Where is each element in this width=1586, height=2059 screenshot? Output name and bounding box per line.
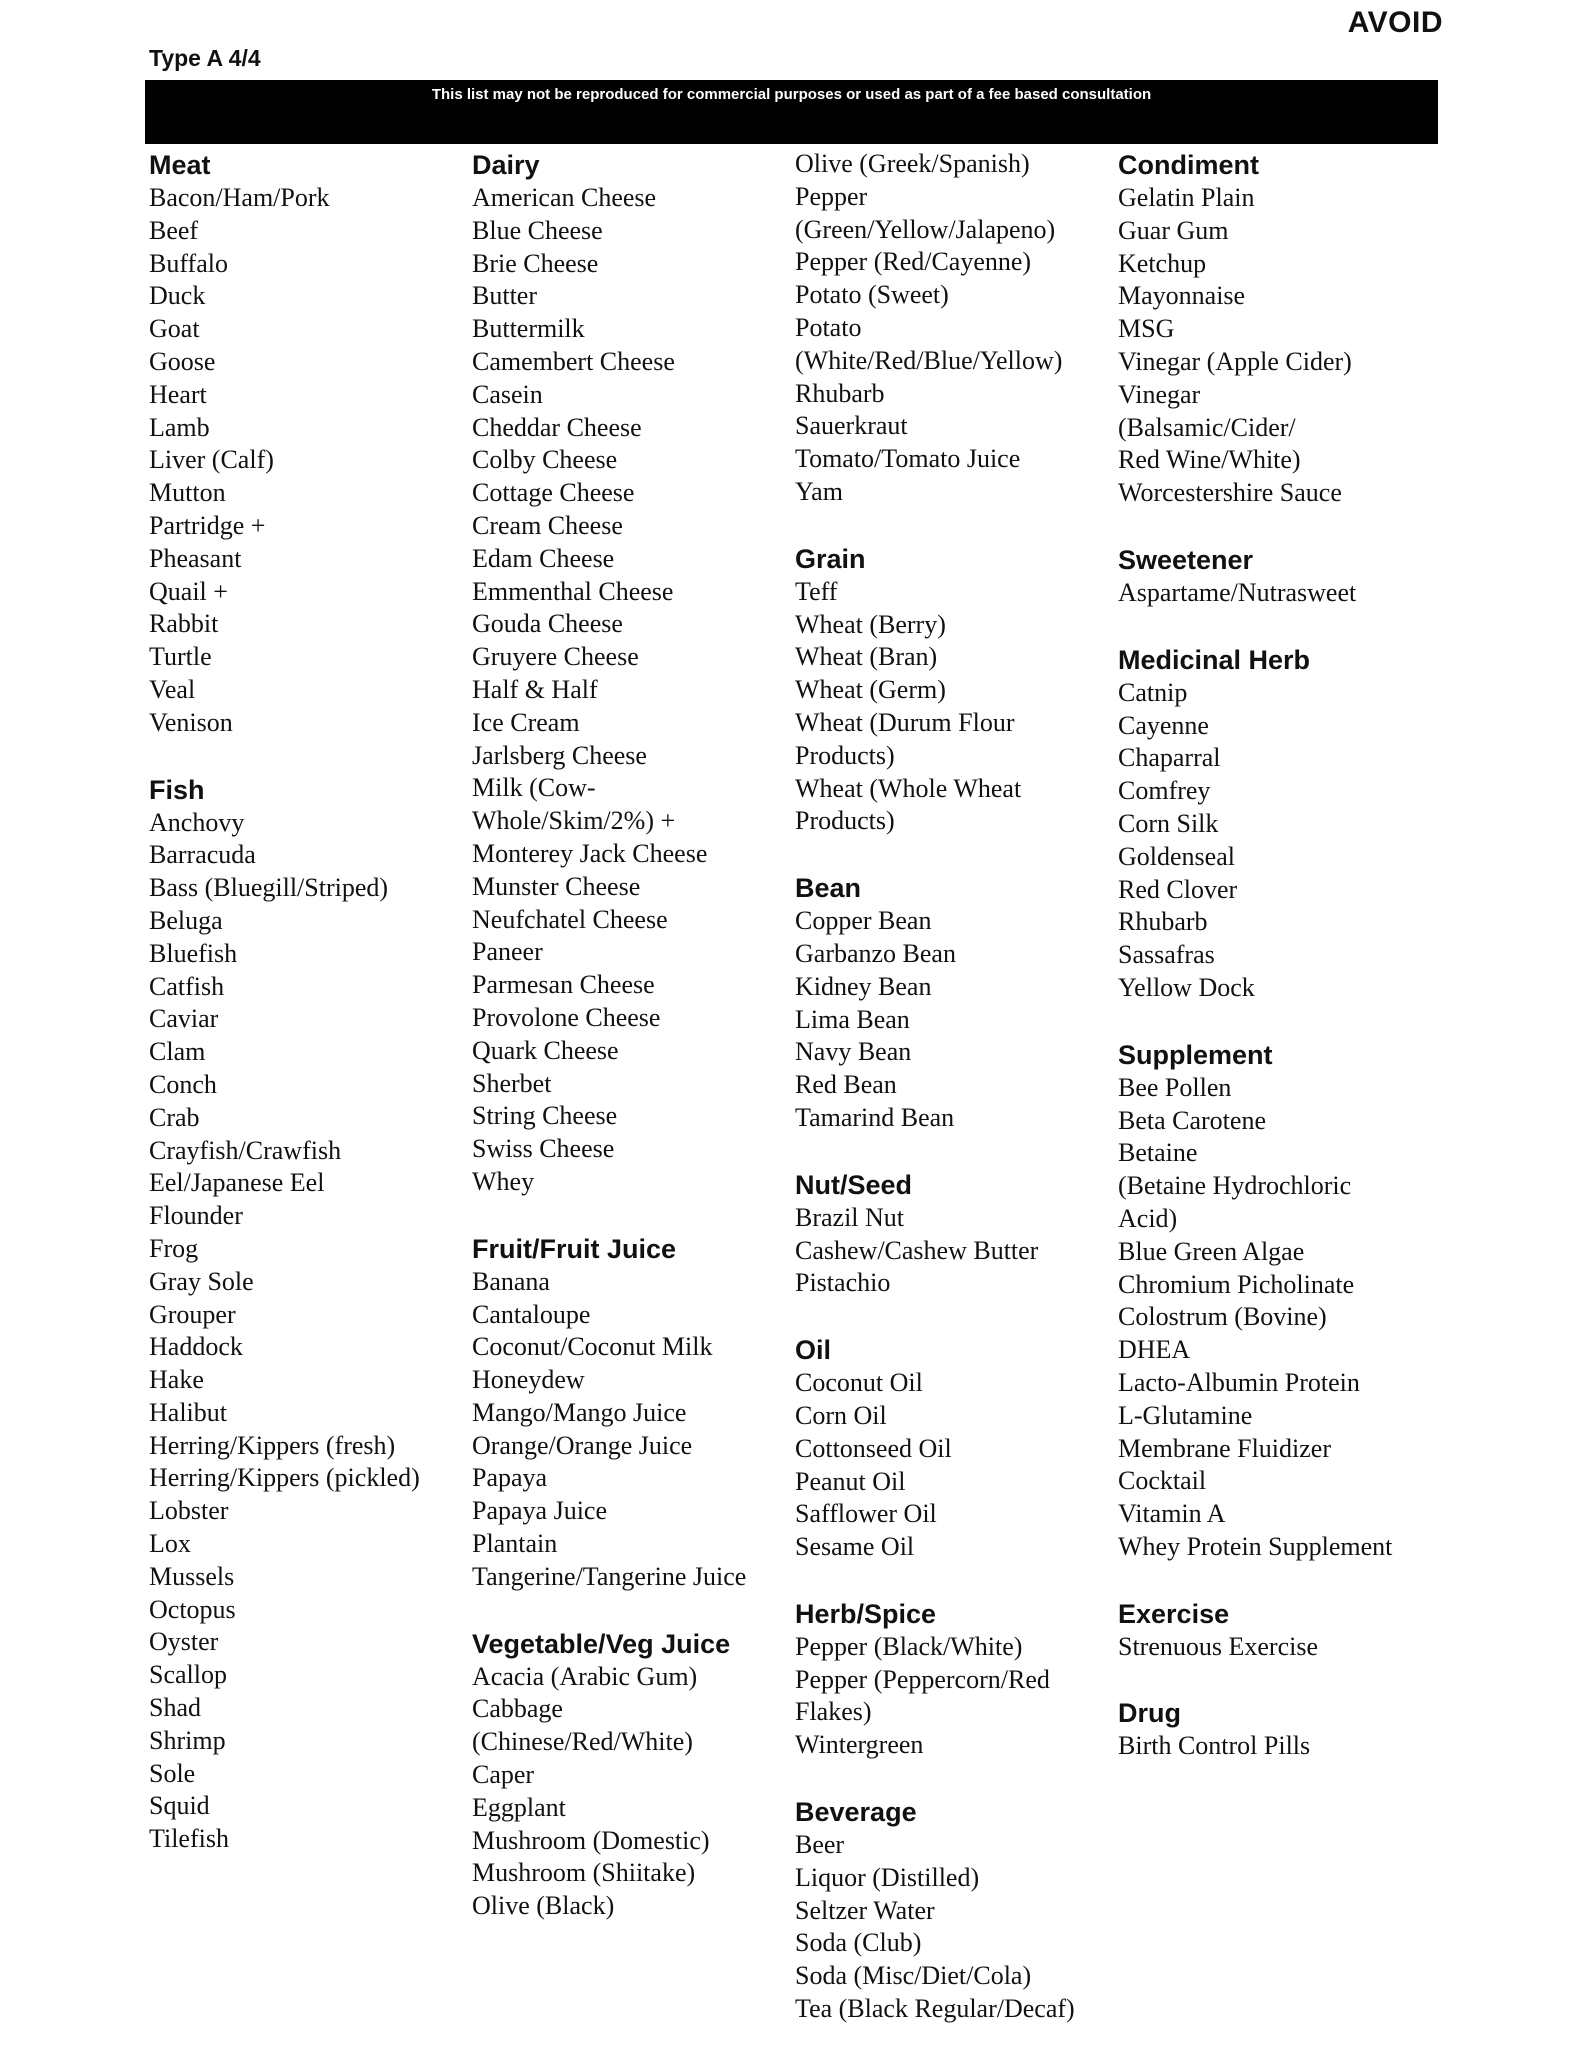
food-item: (White/Red/Blue/Yellow) <box>795 345 1063 375</box>
food-item: Scallop <box>149 1660 227 1690</box>
food-item: Rhubarb <box>795 378 885 408</box>
column-2 <box>472 148 792 1956</box>
food-item: Corn Oil <box>795 1400 887 1430</box>
food-item: Membrane Fluidizer <box>1118 1433 1331 1463</box>
food-item: Red Wine/White) <box>1118 445 1301 475</box>
food-item: Lacto-Albumin Protein <box>1118 1367 1360 1397</box>
food-item: Tamarind Bean <box>795 1102 955 1132</box>
food-item: Emmenthal Cheese <box>472 576 674 606</box>
food-item: Comfrey <box>1118 776 1211 806</box>
food-item: Parmesan Cheese <box>472 970 655 1000</box>
food-item: String Cheese <box>472 1101 618 1131</box>
category-heading: Dairy <box>472 150 540 180</box>
food-item: Coconut/Coconut Milk <box>472 1332 713 1362</box>
food-item: Buffalo <box>149 248 228 278</box>
food-item: Herring/Kippers (fresh) <box>149 1430 396 1460</box>
column-1 <box>149 148 469 1889</box>
food-item: Brazil Nut <box>795 1202 905 1232</box>
food-item: Aspartame/Nutrasweet <box>1118 577 1357 607</box>
food-item: Goose <box>149 346 216 376</box>
food-item: Sesame Oil <box>795 1532 915 1562</box>
food-item: DHEA <box>1118 1335 1191 1365</box>
category-heading: Drug <box>1118 1698 1181 1729</box>
food-item: Haddock <box>149 1332 243 1362</box>
food-group <box>472 1232 792 1594</box>
food-item: Quark Cheese <box>472 1035 619 1065</box>
food-item: Teff <box>795 576 838 606</box>
food-item: Pheasant <box>149 543 242 573</box>
food-item: Clam <box>149 1037 206 1067</box>
category-heading: Medicinal Herb <box>1118 644 1311 675</box>
food-item: Crab <box>149 1102 200 1132</box>
food-item: Lox <box>149 1529 191 1559</box>
food-item: Ice Cream <box>472 707 580 737</box>
category-heading: Sweetener <box>1118 544 1254 575</box>
category-heading: Bean <box>795 873 862 904</box>
food-group <box>795 1795 1115 2026</box>
food-item: Munster Cheese <box>472 871 641 901</box>
food-item: Red Clover <box>1118 874 1238 904</box>
food-item: Cayenne <box>1118 710 1209 740</box>
food-group <box>1118 643 1438 1005</box>
food-item: Soda (Club) <box>795 1928 922 1958</box>
food-item: Cashew/Cashew Butter <box>795 1235 1039 1265</box>
food-item: Whey Protein Supplement <box>1118 1531 1393 1561</box>
food-item: Wheat (Durum Flour <box>795 707 1015 737</box>
food-item: Products) <box>795 806 895 836</box>
food-item: Eggplant <box>472 1792 566 1822</box>
food-item: Sauerkraut <box>795 411 908 441</box>
food-item: Buttermilk <box>472 314 585 344</box>
food-item: Colostrum (Bovine) <box>1118 1302 1327 1332</box>
food-item: Bacon/Ham/Pork <box>149 183 330 212</box>
food-item: Wheat (Germ) <box>795 675 946 705</box>
food-item: Peanut Oil <box>795 1466 906 1496</box>
food-item: Birth Control Pills <box>1118 1731 1311 1761</box>
food-group <box>149 148 469 740</box>
food-item: Hake <box>149 1365 204 1395</box>
food-item: Grouper <box>149 1299 236 1329</box>
food-item: Whole/Skim/2%) + <box>472 806 676 836</box>
food-item: Flakes) <box>795 1697 872 1727</box>
food-item: Vitamin A <box>1118 1499 1226 1529</box>
food-item: Butter <box>472 281 537 311</box>
food-item: Halibut <box>149 1397 227 1427</box>
food-item: Corn Silk <box>1118 808 1219 838</box>
food-item: Potato (Sweet) <box>795 280 949 310</box>
food-item: Cottonseed Oil <box>795 1433 952 1463</box>
food-item: Banana <box>472 1266 550 1296</box>
food-item: Flounder <box>149 1201 243 1231</box>
food-item: Plantain <box>472 1529 558 1559</box>
category-heading: Meat <box>149 150 211 180</box>
food-item: Pepper <box>795 181 868 211</box>
food-item: Quail + <box>149 576 228 606</box>
food-item: Worcestershire Sauce <box>1118 478 1342 508</box>
food-item: Chromium Picholinate <box>1118 1269 1355 1299</box>
food-item: Lamb <box>149 412 210 442</box>
food-item: Catnip <box>1118 677 1188 707</box>
food-item: Soda (Misc/Diet/Cola) <box>795 1961 1032 1991</box>
food-item: Mutton <box>149 478 226 508</box>
food-item: Sole <box>149 1758 196 1788</box>
food-group <box>149 773 469 1857</box>
category-heading: Vegetable/Veg Juice <box>472 1628 731 1659</box>
food-item: Wheat (Bran) <box>795 642 938 672</box>
food-item: Olive (Black) <box>472 1891 615 1921</box>
food-item: Mussels <box>149 1561 235 1591</box>
food-item: Venison <box>149 707 233 737</box>
food-item: Acid) <box>1118 1203 1178 1233</box>
food-item: Beta Carotene <box>1118 1105 1266 1135</box>
food-item: Anchovy <box>149 807 245 837</box>
food-item: Olive (Greek/Spanish) <box>795 149 1030 178</box>
food-item: Mushroom (Domestic) <box>472 1825 710 1855</box>
copyright-banner <box>145 80 1438 144</box>
food-item: Yam <box>795 476 843 506</box>
food-item: Pepper (Peppercorn/Red <box>795 1664 1050 1694</box>
food-item: Copper Bean <box>795 906 932 936</box>
food-item: Pepper (Red/Cayenne) <box>795 247 1032 277</box>
food-item: Eel/Japanese Eel <box>149 1168 325 1198</box>
food-group <box>472 148 792 1199</box>
food-item: Barracuda <box>149 840 256 870</box>
food-item: Chaparral <box>1118 743 1221 773</box>
category-heading: Beverage <box>795 1797 917 1828</box>
food-item: Seltzer Water <box>795 1895 935 1925</box>
food-item: Gruyere Cheese <box>472 642 639 672</box>
food-group <box>1118 1597 1438 1664</box>
food-item: Liver (Calf) <box>149 445 274 475</box>
food-item: Products) <box>795 740 895 770</box>
food-item: Camembert Cheese <box>472 346 675 376</box>
food-item: Blue Green Algae <box>1118 1236 1305 1266</box>
category-heading: Supplement <box>1118 1039 1273 1070</box>
food-item: Shad <box>149 1693 201 1723</box>
food-item: Tangerine/Tangerine Juice <box>472 1561 747 1591</box>
food-item: Jarlsberg Cheese <box>472 740 647 770</box>
food-item: Potato <box>795 312 862 342</box>
food-item: Cantaloupe <box>472 1299 591 1329</box>
category-heading: Condiment <box>1118 150 1259 180</box>
food-item: Safflower Oil <box>795 1499 937 1529</box>
category-heading: Herb/Spice <box>795 1598 937 1629</box>
food-item: Bluefish <box>149 938 238 968</box>
food-item: Strenuous Exercise <box>1118 1631 1319 1661</box>
food-item: Octopus <box>149 1594 236 1624</box>
food-item: Honeydew <box>472 1365 585 1395</box>
food-item: Tea (Black Regular/Decaf) <box>795 1994 1075 2024</box>
food-item: L-Glutamine <box>1118 1400 1253 1430</box>
food-item: Orange/Orange Juice <box>472 1430 693 1460</box>
food-item: Yellow Dock <box>1118 972 1255 1002</box>
food-item: (Green/Yellow/Jalapeno) <box>795 214 1056 244</box>
food-group <box>795 148 1115 509</box>
food-item: Wintergreen <box>795 1730 924 1760</box>
food-group <box>1118 148 1438 510</box>
food-item: Brie Cheese <box>472 248 599 278</box>
food-group <box>795 542 1115 838</box>
avoid-heading: AVOID <box>1347 6 1443 39</box>
food-item: Betaine <box>1118 1138 1198 1168</box>
food-item: Pepper (Black/White) <box>795 1631 1023 1661</box>
food-item: American Cheese <box>472 183 657 212</box>
food-item: Catfish <box>149 971 225 1001</box>
food-item: Caviar <box>149 1004 219 1034</box>
food-item: Tilefish <box>149 1824 229 1854</box>
food-item: Wheat (Berry) <box>795 609 946 639</box>
food-item: Oyster <box>149 1627 219 1657</box>
food-item: Casein <box>472 379 543 409</box>
food-group <box>1118 1696 1438 1763</box>
food-item: Garbanzo Bean <box>795 938 956 968</box>
category-heading: Oil <box>795 1335 832 1366</box>
category-heading: Fish <box>149 774 205 805</box>
food-item: Rhubarb <box>1118 907 1208 937</box>
food-group <box>795 1168 1115 1300</box>
food-item: Vinegar (Apple Cider) <box>1118 346 1352 376</box>
food-item: Gouda Cheese <box>472 609 623 639</box>
food-item: Goat <box>149 314 200 344</box>
food-item: Shrimp <box>149 1725 226 1755</box>
food-item: Pistachio <box>795 1268 891 1298</box>
food-item: Swiss Cheese <box>472 1134 615 1164</box>
food-item: Heart <box>149 379 207 409</box>
food-group <box>795 1597 1115 1762</box>
food-item: Ketchup <box>1118 248 1207 278</box>
food-group <box>1118 1038 1438 1564</box>
food-item: Frog <box>149 1233 199 1263</box>
food-item: Wheat (Whole Wheat <box>795 773 1022 803</box>
food-item: Mushroom (Shiitake) <box>472 1858 696 1888</box>
food-item: Monterey Jack Cheese <box>472 838 708 868</box>
food-item: Sassafras <box>1118 940 1215 970</box>
category-heading: Exercise <box>1118 1598 1230 1629</box>
food-item: Cocktail <box>1118 1466 1207 1496</box>
food-item: Duck <box>149 281 206 311</box>
food-item: Cabbage <box>472 1694 563 1724</box>
food-item: Cottage Cheese <box>472 478 635 508</box>
food-item: Cheddar Cheese <box>472 412 642 442</box>
food-item: Whey <box>472 1166 535 1196</box>
food-group <box>1118 543 1438 610</box>
column-3 <box>795 148 1115 2059</box>
food-item: Guar Gum <box>1118 215 1229 245</box>
food-item: Goldenseal <box>1118 841 1235 871</box>
food-item: Edam Cheese <box>472 543 615 573</box>
food-item: Colby Cheese <box>472 445 618 475</box>
food-item: Turtle <box>149 642 212 672</box>
food-item: MSG <box>1118 314 1175 344</box>
food-item: Liquor (Distilled) <box>795 1862 980 1892</box>
food-item: Tomato/Tomato Juice <box>795 444 1021 474</box>
food-item: Half & Half <box>472 674 598 704</box>
page-label: Type A 4/4 <box>149 45 261 71</box>
food-item: Gelatin Plain <box>1118 183 1255 212</box>
food-item: (Balsamic/Cider/ <box>1118 412 1296 442</box>
food-item: Bass (Bluegill/Striped) <box>149 873 389 903</box>
food-item: Caper <box>472 1760 535 1790</box>
food-item: Cream Cheese <box>472 510 623 540</box>
category-heading: Nut/Seed <box>795 1169 913 1200</box>
food-item: Beer <box>795 1830 845 1860</box>
food-item: Papaya <box>472 1463 548 1493</box>
food-item: Sherbet <box>472 1068 552 1098</box>
food-item: Coconut Oil <box>795 1368 923 1398</box>
category-heading: Fruit/Fruit Juice <box>472 1233 677 1264</box>
column-4 <box>1118 148 1438 1796</box>
food-item: (Chinese/Red/White) <box>472 1727 693 1757</box>
food-item: Red Bean <box>795 1070 897 1100</box>
food-item: Mayonnaise <box>1118 281 1246 311</box>
food-item: Beef <box>149 215 199 245</box>
food-item: Navy Bean <box>795 1037 912 1067</box>
food-item: Neufchatel Cheese <box>472 904 668 934</box>
food-group <box>795 1333 1115 1564</box>
food-item: Milk (Cow- <box>472 773 596 803</box>
food-item: Lima Bean <box>795 1004 910 1034</box>
food-item: Rabbit <box>149 609 219 639</box>
food-item: Veal <box>149 674 196 704</box>
food-item: Blue Cheese <box>472 215 603 245</box>
food-group <box>472 1627 792 1923</box>
category-heading: Grain <box>795 543 866 574</box>
food-group <box>795 871 1115 1135</box>
food-item: Lobster <box>149 1496 229 1526</box>
food-item: Conch <box>149 1069 217 1099</box>
food-item: Partridge + <box>149 510 266 540</box>
food-item: (Betaine Hydrochloric <box>1118 1171 1352 1201</box>
food-item: Beluga <box>149 905 223 935</box>
food-item: Papaya Juice <box>472 1496 608 1526</box>
food-item: Squid <box>149 1791 210 1821</box>
food-item: Herring/Kippers (pickled) <box>149 1463 420 1493</box>
food-item: Bee Pollen <box>1118 1072 1232 1102</box>
food-item: Vinegar <box>1118 379 1201 409</box>
food-item: Kidney Bean <box>795 971 932 1001</box>
food-item: Gray Sole <box>149 1266 254 1296</box>
food-item: Crayfish/Crawfish <box>149 1135 342 1165</box>
food-item: Mango/Mango Juice <box>472 1397 687 1427</box>
food-item: Acacia (Arabic Gum) <box>472 1661 698 1691</box>
food-item: Provolone Cheese <box>472 1002 661 1032</box>
food-item: Paneer <box>472 937 543 967</box>
banner-text: This list may not be reproduced for commercial purposes or used as part of a fee based consultation <box>431 86 1152 103</box>
